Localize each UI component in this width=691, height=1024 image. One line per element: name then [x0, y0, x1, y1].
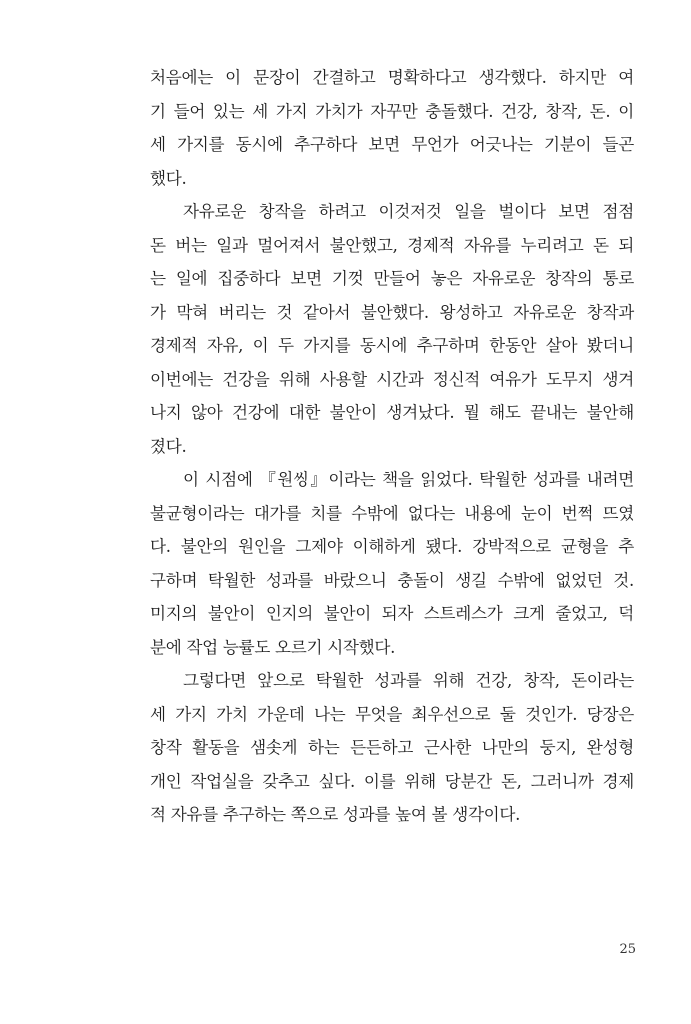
- text-line: 다. 불안의 원인을 그제야 이해하게 됐다. 강박적으로 균형을 추: [150, 537, 634, 556]
- text-line: 나지 않아 건강에 대한 불안이 생겨났다. 뭘 해도 끝내는 불안해: [150, 403, 634, 422]
- text-line: 개인 작업실을 갖추고 싶다. 이를 위해 당분간 돈, 그러니까 경제: [150, 771, 634, 791]
- text-line: 불균형이라는 대가를 치를 수밖에 없다는 내용에 눈이 번쩍 뜨였: [150, 503, 634, 523]
- body-text: [150, 61, 634, 832]
- text-line: 자유로운 창작을 하려고 이것저것 일을 벌이다 보면 점점: [183, 202, 634, 221]
- text-line: 이번에는 건강을 위해 사용할 시간과 정신적 여유가 도무지 생겨: [150, 369, 634, 389]
- text-line: 이 시점에 『원씽』이라는 책을 읽었다. 탁월한 성과를 내려면: [183, 470, 634, 489]
- text-line: 적 자유를 추구하는 쪽으로 성과를 높여 볼 생각이다.: [150, 805, 521, 824]
- text-line: 세 가지 가치 가운데 나는 무엇을 최우선으로 둘 것인가. 당장은: [150, 704, 634, 724]
- text-line: 처음에는 이 문장이 간결하고 명확하다고 생각했다. 하지만 여: [150, 68, 634, 87]
- text-line: 졌다.: [150, 436, 187, 456]
- text-line: 분에 작업 능률도 오르기 시작했다.: [150, 637, 396, 657]
- text-line: 가 막혀 버리는 것 같아서 불안했다. 왕성하고 자유로운 창작과: [150, 302, 634, 322]
- text-line: 기 들어 있는 세 가지 가치가 자꾸만 충돌했다. 건강, 창작, 돈. 이: [150, 101, 634, 121]
- text-line: 했다.: [150, 168, 187, 188]
- text-line: 창작 활동을 샘솟게 하는 든든하고 근사한 나만의 둥지, 완성형: [150, 738, 634, 757]
- text-line: 돈 버는 일과 멀어져서 불안했고, 경제적 자유를 누리려고 돈 되: [150, 235, 634, 255]
- text-line: 미지의 불안이 인지의 불안이 되자 스트레스가 크게 줄었고, 덕: [150, 604, 634, 623]
- page-number: 25: [619, 942, 636, 957]
- text-line: 는 일에 집중하다 보면 기껏 만들어 놓은 자유로운 창작의 통로: [150, 269, 634, 288]
- text-line: 경제적 자유, 이 두 가지를 동시에 추구하며 한동안 살아 봤더니: [150, 336, 634, 355]
- text-line: 세 가지를 동시에 추구하다 보면 무언가 어긋나는 기분이 들곤: [150, 135, 634, 154]
- text-line: 그렇다면 앞으로 탁월한 성과를 위해 건강, 창작, 돈이라는: [183, 671, 634, 690]
- text-line: 구하며 탁월한 성과를 바랐으니 충돌이 생길 수밖에 없었던 것.: [150, 570, 634, 590]
